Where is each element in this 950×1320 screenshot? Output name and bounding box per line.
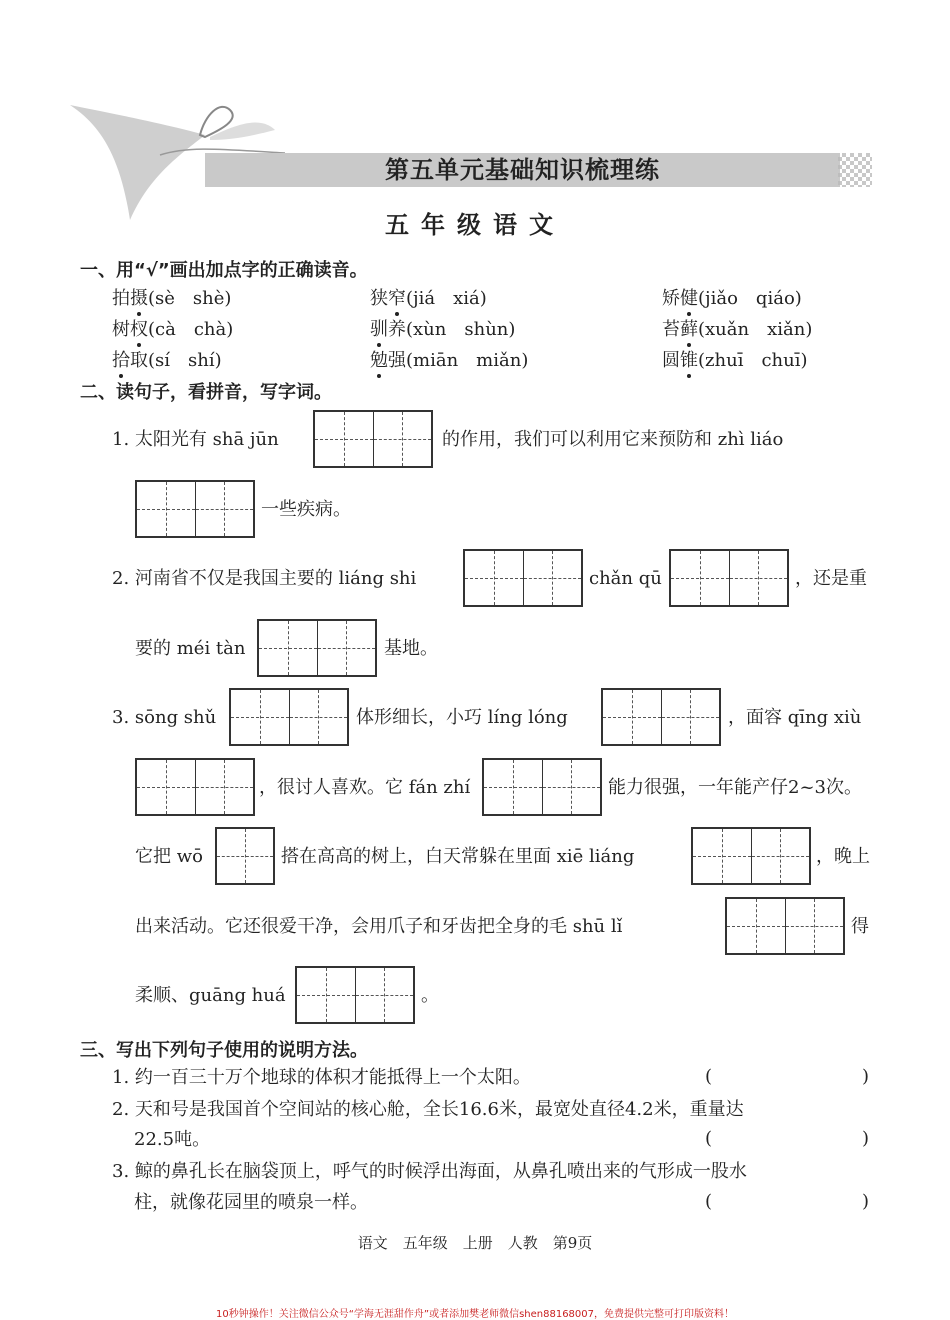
- section3-heading: 三、写出下列句子使用的说明方法。: [80, 1040, 368, 1061]
- answer-paren-close: ): [862, 1066, 870, 1087]
- q1-text-a: 1. 太阳光有 shā jūn: [112, 429, 279, 450]
- writing-grid[interactable]: [601, 688, 721, 746]
- s3-q3-b: 柱，就像花园里的喷泉一样。: [134, 1192, 368, 1213]
- q3-text-k: 柔顺、guāng huá: [135, 985, 286, 1006]
- section2-heading: 二、读句子，看拼音，写字词。: [80, 382, 332, 403]
- s3-q2-a: 2. 天和号是我国首个空间站的核心舱，全长16.6米，最宽处直径4.2米，重量达: [112, 1099, 744, 1120]
- writing-grid[interactable]: [463, 549, 583, 607]
- q3-text-c: ，面容 qīng xiù: [728, 707, 862, 728]
- unit-title: 第五单元基础知识梳理练: [385, 156, 660, 184]
- pinyin-item: 树杈(cà chà): [112, 315, 233, 341]
- pinyin-item: 拾取(sí shí): [112, 346, 222, 372]
- writing-grid[interactable]: [691, 827, 811, 885]
- pinyin-item: 狭窄(jiá xiá): [370, 284, 487, 310]
- writing-grid[interactable]: [215, 827, 275, 885]
- q3-text-h: ，晚上: [816, 846, 870, 867]
- q3-text-j: 得: [851, 916, 869, 937]
- writing-grid[interactable]: [257, 619, 377, 677]
- pinyin-item: 驯养(xùn shùn): [370, 315, 515, 341]
- section1-heading: 一、用“√”画出加点字的正确读音。: [80, 260, 368, 281]
- writing-grid[interactable]: [295, 966, 415, 1024]
- writing-grid[interactable]: [669, 549, 789, 607]
- answer-blank[interactable]: [716, 1066, 860, 1092]
- writing-grid[interactable]: [229, 688, 349, 746]
- q3-text-l: 。: [421, 985, 439, 1006]
- page-footer: 语文 五年级 上册 人教 第9页: [357, 1234, 593, 1252]
- q2-text-c: ，还是重: [795, 568, 867, 589]
- q3-text-g: 搭在高高的树上，白天常躲在里面 xiē liáng: [281, 846, 635, 867]
- q2-text-d: 要的 méi tàn: [135, 638, 246, 659]
- answer-paren-open: (: [705, 1066, 713, 1087]
- writing-grid[interactable]: [135, 480, 255, 538]
- s3-q3-a: 3. 鲸的鼻孔长在脑袋顶上，呼气的时候浮出海面，从鼻孔喷出来的气形成一股水: [112, 1161, 747, 1182]
- answer-blank[interactable]: [716, 1191, 860, 1217]
- answer-paren-open: (: [705, 1128, 713, 1149]
- q3-text-b: 体形细长，小巧 líng lóng: [356, 707, 568, 728]
- writing-grid[interactable]: [725, 897, 845, 955]
- q3-text-i: 出来活动。它还很爱干净，会用爪子和牙齿把全身的毛 shū lǐ: [135, 916, 623, 937]
- q1-text-c: 一些疾病。: [261, 499, 351, 520]
- writing-grid[interactable]: [135, 758, 255, 816]
- q1-text-b: 的作用，我们可以利用它来预防和 zhì liáo: [442, 429, 784, 450]
- pinyin-item: 勉强(miān miǎn): [370, 346, 528, 372]
- pinyin-item: 苔藓(xuǎn xiǎn): [662, 315, 812, 341]
- writing-grid[interactable]: [482, 758, 602, 816]
- s3-q1: 1. 约一百三十万个地球的体积才能抵得上一个太阳。: [112, 1067, 531, 1088]
- answer-paren-close: ): [862, 1191, 870, 1212]
- q2-text-a: 2. 河南省不仅是我国主要的 liáng shi: [112, 568, 417, 589]
- pinyin-item: 圆锥(zhuī chuī): [662, 346, 808, 372]
- q3-text-d: ，很讨人喜欢。它 fán zhí: [259, 777, 471, 798]
- s3-q2-b: 22.5吨。: [134, 1129, 211, 1150]
- answer-paren-open: (: [705, 1191, 713, 1212]
- answer-paren-close: ): [862, 1128, 870, 1149]
- q3-text-e: 能力很强，一年能产仔2~3次。: [608, 777, 862, 798]
- q3-text-f: 它把 wō: [135, 846, 203, 867]
- q2-text-e: 基地。: [384, 638, 438, 659]
- answer-blank[interactable]: [716, 1128, 860, 1154]
- checker-pattern: [838, 153, 872, 187]
- pinyin-item: 矫健(jiǎo qiáo): [662, 284, 802, 310]
- q2-text-b: chǎn qū: [589, 568, 662, 589]
- page-subtitle: 五年级语文: [385, 211, 565, 239]
- pinyin-item: 拍摄(sè shè): [112, 284, 231, 310]
- q3-text-a: 3. sōng shǔ: [112, 707, 217, 728]
- promo-banner: 10秒钟操作！关注微信公众号“学海无涯甜作舟”或者添加樊老师微信shen88168007，免费提供完整可打印版资料！: [215, 1309, 735, 1320]
- writing-grid[interactable]: [313, 410, 433, 468]
